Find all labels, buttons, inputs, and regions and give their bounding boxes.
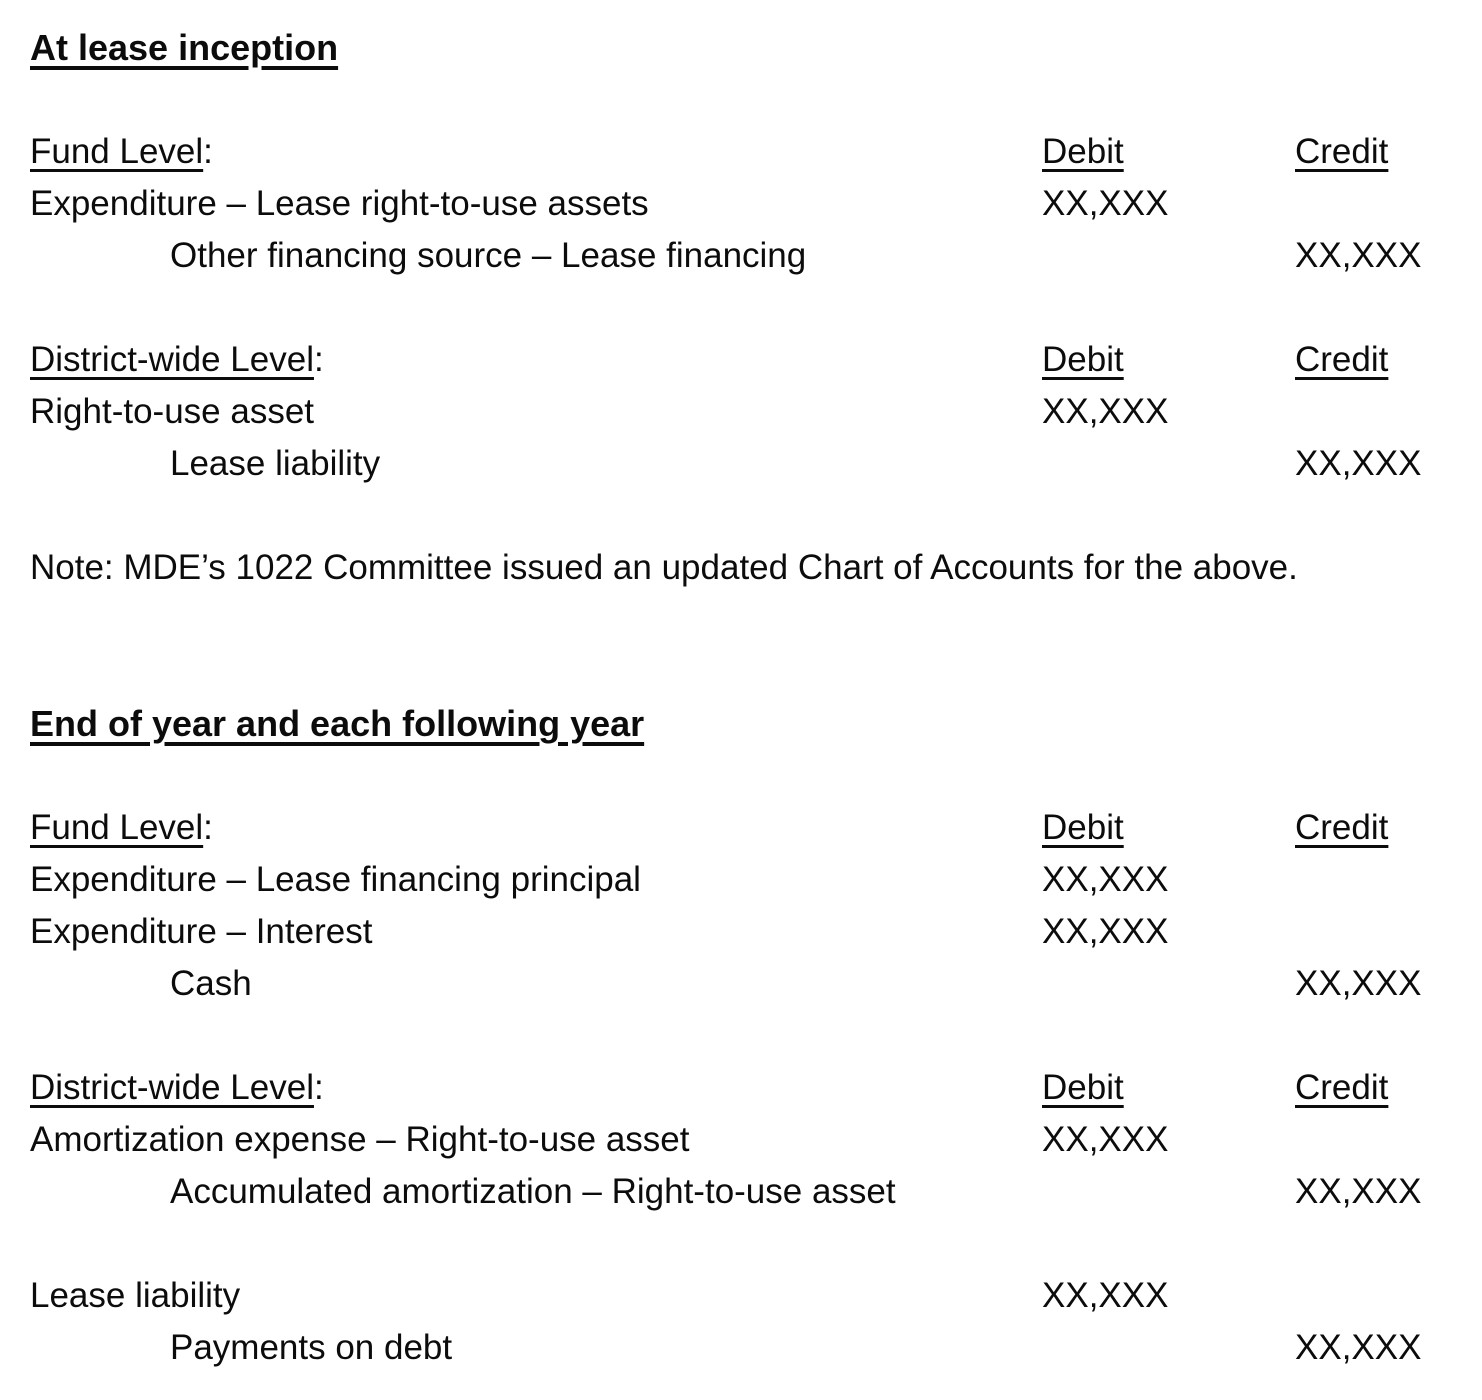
credit-amount: XX,XXX (1295, 444, 1422, 483)
journal-header-row (30, 126, 1452, 178)
credit-column-header: Credit (1295, 808, 1389, 847)
journal-row (30, 1270, 1452, 1322)
level-label: Fund Level (30, 808, 204, 847)
debit-amount: XX,XXX (1042, 860, 1169, 899)
level-label-colon: : (203, 808, 213, 847)
credit-amount: XX,XXX (1295, 1328, 1422, 1367)
level-label-cell (30, 126, 1042, 178)
account-name: Expenditure – Interest (30, 912, 373, 951)
level-label-cell (30, 802, 1042, 854)
credit-column-header: Credit (1295, 1068, 1389, 1107)
journal-row (30, 854, 1452, 906)
debit-column-header: Debit (1042, 132, 1124, 171)
level-label: Fund Level (30, 132, 204, 171)
credit-amount: XX,XXX (1295, 236, 1422, 275)
debit-amount: XX,XXX (1042, 392, 1169, 431)
journal-header-row (30, 802, 1452, 854)
journal-row (30, 1114, 1452, 1166)
section-heading-end-of-year (30, 698, 1452, 750)
account-name: Other financing source – Lease financing (170, 236, 807, 275)
journal-row (30, 1166, 1452, 1218)
debit-column-header: Debit (1042, 340, 1124, 379)
debit-amount: XX,XXX (1042, 1120, 1169, 1159)
journal-row (30, 386, 1452, 438)
credit-amount: XX,XXX (1295, 964, 1422, 1003)
account-name: Lease liability (30, 1276, 241, 1315)
spacer (30, 490, 1452, 542)
note-text: Note: MDE’s 1022 Committee issued an updated Chart of Accounts for the above. (30, 548, 1298, 587)
debit-amount: XX,XXX (1042, 912, 1169, 951)
section-heading-text: At lease inception (30, 27, 339, 68)
account-name: Amortization expense – Right-to-use asset (30, 1120, 690, 1159)
level-label: District-wide Level (30, 1068, 314, 1107)
account-name: Right-to-use asset (30, 392, 315, 431)
account-name: Payments on debt (170, 1328, 453, 1367)
level-label-cell (30, 334, 1042, 386)
credit-amount: XX,XXX (1295, 1172, 1422, 1211)
journal-row (30, 438, 1452, 490)
debit-amount: XX,XXX (1042, 1276, 1169, 1315)
level-label-cell (30, 1062, 1042, 1114)
credit-column-header: Credit (1295, 340, 1389, 379)
level-label-colon: : (203, 132, 213, 171)
spacer (30, 74, 1452, 126)
account-name: Lease liability (170, 444, 381, 483)
spacer (30, 1010, 1452, 1062)
account-name: Expenditure – Lease financing principal (30, 860, 641, 899)
section-heading-lease-inception (30, 22, 1452, 74)
spacer (30, 1218, 1452, 1270)
spacer (30, 750, 1452, 802)
level-label-colon: : (313, 1068, 324, 1107)
level-label: District-wide Level (30, 340, 314, 379)
account-name: Cash (170, 964, 252, 1003)
debit-column-header: Debit (1042, 808, 1124, 847)
account-name: Accumulated amortization – Right-to-use asset (170, 1172, 896, 1211)
credit-column-header: Credit (1295, 132, 1389, 171)
journal-row (30, 958, 1452, 1010)
spacer (30, 282, 1452, 334)
spacer (30, 594, 1452, 698)
level-label-colon: : (313, 340, 324, 379)
section-heading-text: End of year and each following year (30, 703, 645, 744)
account-name: Expenditure – Lease right-to-use assets (30, 184, 649, 223)
journal-header-row (30, 334, 1452, 386)
journal-row (30, 178, 1452, 230)
journal-row (30, 1322, 1452, 1374)
journal-row (30, 230, 1452, 282)
journal-row (30, 906, 1452, 958)
debit-column-header: Debit (1042, 1068, 1124, 1107)
journal-header-row (30, 1062, 1452, 1114)
debit-amount: XX,XXX (1042, 184, 1169, 223)
